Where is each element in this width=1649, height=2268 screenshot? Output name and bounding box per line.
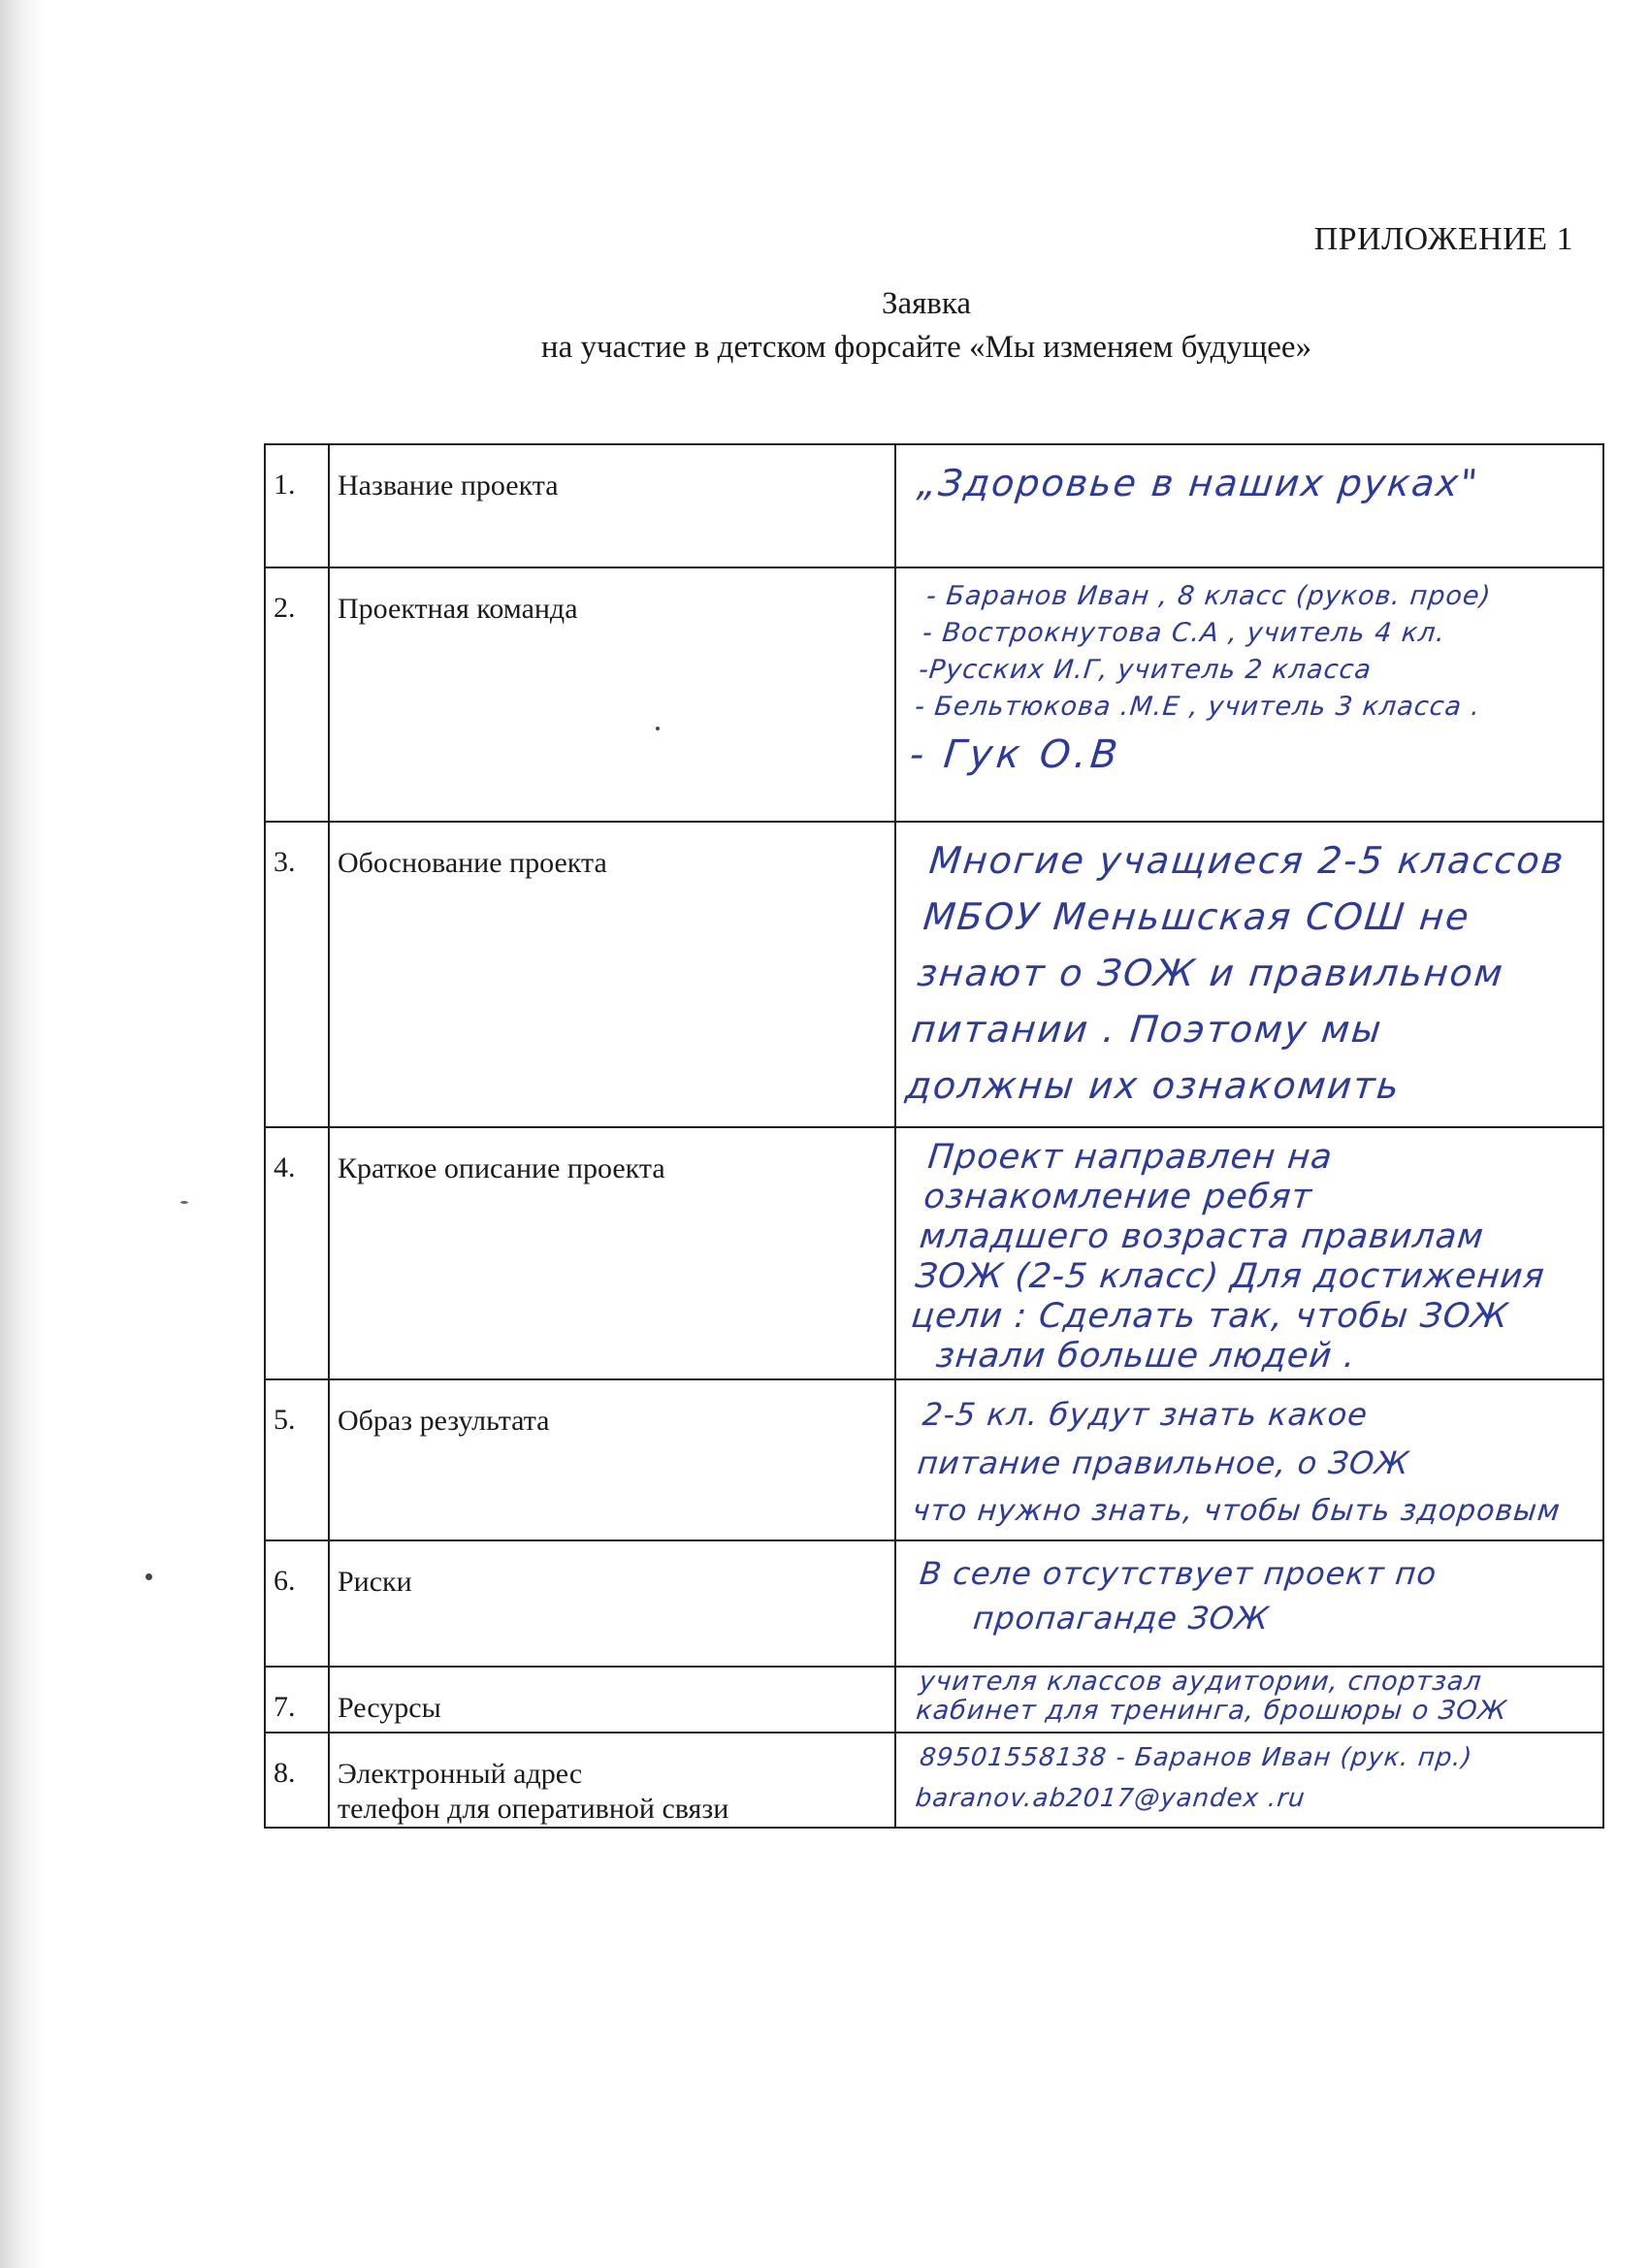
table-row	[265, 822, 1603, 1127]
handwritten-line: цели : Сделать так, чтобы ЗОЖ	[909, 1297, 1511, 1336]
row-value-handwritten	[895, 1540, 1603, 1667]
table-row	[265, 1540, 1603, 1667]
scan-speck	[656, 727, 660, 730]
row-value-handwritten	[895, 1127, 1603, 1379]
handwritten-line: 2-5 кл. будут знать какое	[921, 1396, 1371, 1433]
row-label: Риски	[329, 1540, 895, 1667]
handwritten-line: - Баранов Иван , 8 класс (руков. прое)	[924, 581, 1493, 611]
handwritten-line: знают о ЗОЖ и правильном	[915, 952, 1507, 994]
handwritten-line: знали больше людей .	[934, 1337, 1358, 1376]
application-form-table	[264, 443, 1604, 1829]
handwritten-line: Проект направлен на	[925, 1138, 1335, 1177]
handwritten-line: 89501558138 - Баранов Иван (рук. пр.)	[918, 1743, 1474, 1772]
handwritten-line: - Гук О.В	[907, 732, 1124, 777]
row-label: Обоснование проекта	[329, 822, 895, 1127]
scan-speck	[146, 1573, 152, 1580]
handwritten-line: пропаганде ЗОЖ	[971, 1600, 1272, 1636]
handwritten-line: учителя классов аудитории, спортзал	[918, 1667, 1484, 1697]
handwritten-line: - Вострокнутова С.А , учитель 4 кл.	[921, 618, 1447, 648]
document-title: Заявка	[881, 286, 972, 321]
handwritten-line: что нужно знать, чтобы быть здоровым	[910, 1494, 1563, 1528]
row-label: Ресурсы	[329, 1667, 895, 1733]
table-row	[265, 444, 1603, 567]
row-label: Проектная команда	[329, 567, 895, 822]
row-value-handwritten	[895, 1667, 1603, 1733]
row-label	[329, 1733, 895, 1828]
row-number: 3.	[265, 822, 329, 1127]
handwritten-line: питание правильное, о ЗОЖ	[916, 1444, 1411, 1481]
row-label: Краткое описание проекта	[329, 1127, 895, 1379]
handwritten-line: -Русских И.Г, учитель 2 класса	[917, 655, 1374, 685]
row-label-line: телефон для оперативной связи	[338, 1793, 729, 1825]
handwritten-line: кабинет для тренинга, брошюры о ЗОЖ	[914, 1696, 1509, 1726]
handwritten-line: „Здоровье в наших руках"	[915, 462, 1481, 504]
handwritten-line: питании . Поэтому мы	[909, 1008, 1385, 1051]
handwritten-line: В селе отсутствует проект по	[918, 1555, 1439, 1592]
handwritten-line: должны их ознакомить	[903, 1064, 1404, 1107]
table-row	[265, 1379, 1603, 1540]
row-label: Название проекта	[329, 444, 895, 567]
handwritten-line: ознакомление ребят	[922, 1178, 1314, 1216]
row-value-handwritten	[895, 567, 1603, 822]
document-subtitle: на участие в детском форсайте «Мы изменяем будущее»	[540, 330, 1312, 365]
handwritten-line: ЗОЖ (2-5 класс) Для достижения	[913, 1257, 1547, 1296]
row-number: 1.	[265, 444, 329, 567]
row-number: 4.	[265, 1127, 329, 1379]
table-row	[265, 1733, 1603, 1828]
row-value-handwritten	[895, 1379, 1603, 1540]
scan-speck	[180, 1201, 188, 1204]
row-label: Образ результата	[329, 1379, 895, 1540]
row-number: 8.	[265, 1733, 329, 1828]
table-row	[265, 567, 1603, 822]
handwritten-line: - Бельтюкова .М.Е , учитель 3 класса .	[913, 692, 1482, 722]
appendix-label: ПРИЛОЖЕНИЕ 1	[1313, 221, 1573, 257]
handwritten-line: МБОУ Меньшская СОШ не	[921, 895, 1473, 938]
row-number: 6.	[265, 1540, 329, 1667]
row-value-handwritten	[895, 1733, 1603, 1828]
handwritten-line: Многие учащиеся 2-5 классов	[926, 839, 1568, 882]
handwritten-line: младшего возраста правилам	[918, 1217, 1486, 1256]
row-value-handwritten	[895, 822, 1603, 1127]
row-number: 7.	[265, 1667, 329, 1733]
row-label-line: Электронный адрес	[338, 1758, 583, 1790]
row-number: 5.	[265, 1379, 329, 1540]
table-row	[265, 1127, 1603, 1379]
handwritten-line: baranov.ab2017@yandex .ru	[914, 1784, 1308, 1813]
table-row	[265, 1667, 1603, 1733]
row-number: 2.	[265, 567, 329, 822]
row-value-handwritten	[895, 444, 1603, 567]
